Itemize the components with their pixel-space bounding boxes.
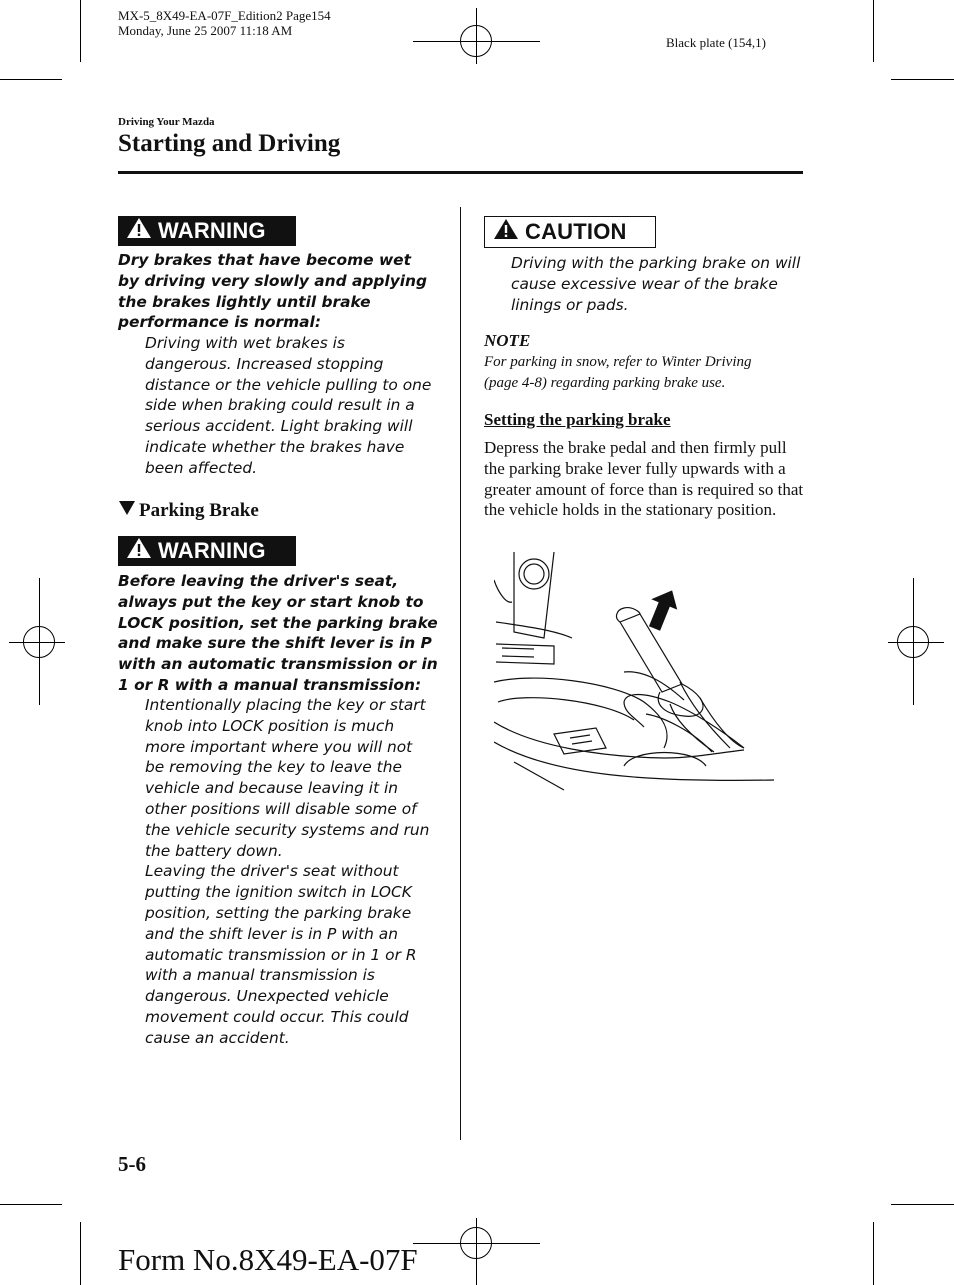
exclamation-triangle-icon [126, 217, 152, 245]
warning-lead: Dry brakes that have become wet by driving very slowly and applying the brakes lightly until brake performance is normal: [118, 251, 427, 332]
title-rule [118, 171, 803, 174]
print-file-line: MX-5_8X49-EA-07F_Edition2 Page154 [118, 8, 331, 23]
warning-body [118, 695, 436, 1049]
warning-label: WARNING [158, 218, 266, 243]
section-breadcrumb: Driving Your Mazda [118, 116, 215, 128]
warning-body: Driving with wet brakes is dangerous. Increased stopping distance or the vehicle pulling to one side when braking could result in a serious accident. Light braking will indicate whether the brakes have been affected. [145, 334, 432, 477]
caution-body: Driving with the parking brake on will cause excessive wear of the brake linings or pads. [511, 254, 801, 314]
print-header [118, 8, 331, 38]
warning-badge [118, 216, 296, 246]
warning-paragraph: Leaving the driver's seat without putting the ignition switch in LOCK position, setting the parking brake and the shift lever is in P with an automatic transmission or in 1 or R with a manual transmission is dangerous. Unexpected vehicle movement could occur. This could cause an accident. [145, 862, 417, 1047]
plate-label: Black plate (154,1) [666, 35, 766, 50]
note-text: For parking in snow, refer to Winter Driving (page 4-8) regarding parking brake use. [484, 354, 752, 391]
warning-paragraph: Intentionally placing the key or start knob into LOCK position is much more important where you will not be removing the key to leave the vehicle and because leaving it in other positions will disable some of the vehicle security systems and run the battery down. [145, 696, 430, 860]
warning-label: WARNING [158, 538, 266, 563]
column-divider [460, 207, 461, 1140]
exclamation-triangle-icon [493, 218, 519, 246]
note-title: NOTE [484, 331, 531, 350]
caution-badge [484, 216, 656, 248]
warning-lead: Before leaving the driver's seat, always put the key or start knob to LOCK position, set the parking brake and make sure the shift lever is in P with an automatic transmission or in 1 or R with a manual transmission: [118, 572, 438, 694]
caution-label: CAUTION [525, 219, 627, 244]
warning-badge [118, 536, 296, 566]
setting-heading: Setting the parking brake [484, 410, 671, 429]
page-title: Starting and Driving [118, 130, 341, 157]
page-number: 5-6 [118, 1152, 146, 1176]
setting-text: Depress the brake pedal and then firmly pull the parking brake lever fully upwards with a greater amount of force than is required so that the vehicle holds in the stationary position. [484, 438, 804, 520]
form-number: Form No.8X49-EA-07F [118, 1242, 418, 1277]
print-date-line: Monday, June 25 2007 11:18 AM [118, 23, 293, 38]
down-triangle-icon [118, 500, 136, 522]
subheading-label: Parking Brake [139, 500, 259, 521]
up-arrow-icon [638, 586, 678, 637]
exclamation-triangle-icon [126, 537, 152, 565]
subheading-parking-brake [118, 500, 259, 522]
parking-brake-illustration [494, 552, 804, 792]
